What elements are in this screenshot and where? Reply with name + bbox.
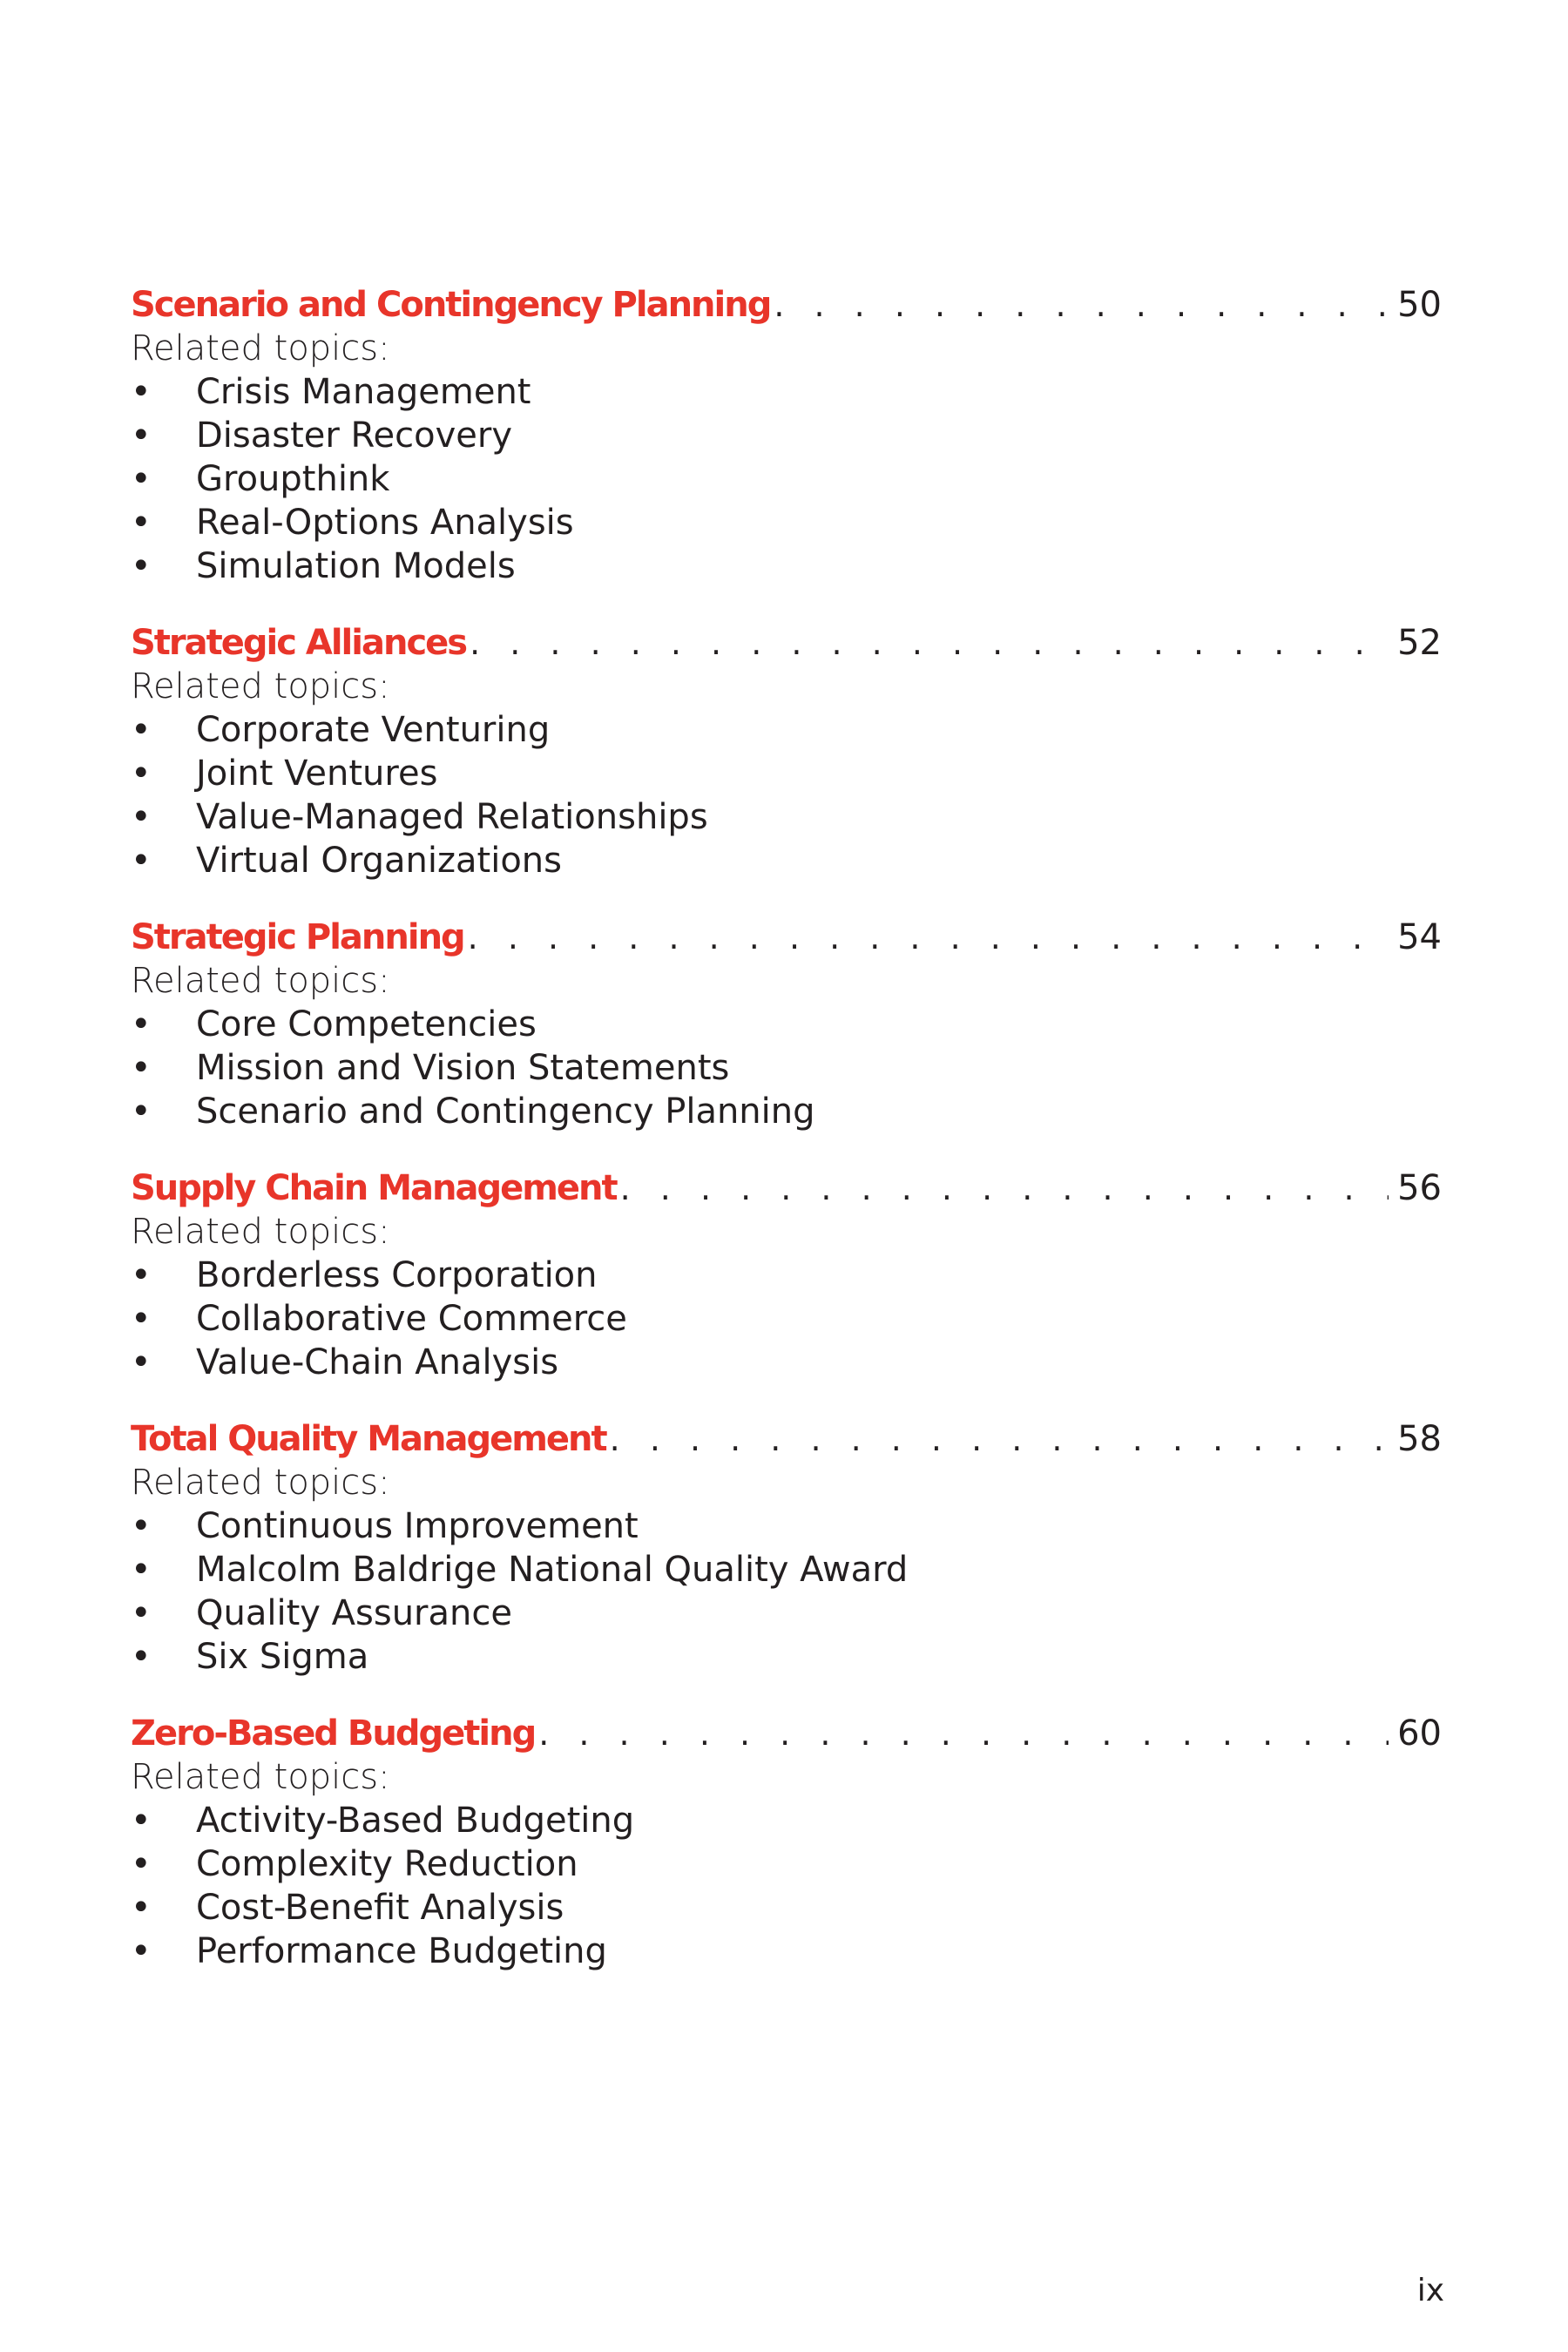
dot-leader bbox=[620, 1166, 1389, 1210]
dot-leader bbox=[538, 1712, 1389, 1755]
toc-page-number: 52 bbox=[1397, 623, 1442, 663]
related-topics-label: Related topics: bbox=[131, 961, 390, 1001]
related-topic-item: • Groupthink bbox=[131, 457, 1442, 501]
related-topic-item: • Mission and Vision Statements bbox=[131, 1046, 1442, 1090]
related-topic-item: • Six Sigma bbox=[131, 1635, 1442, 1679]
related-topics-list bbox=[131, 1504, 1442, 1679]
toc-entry bbox=[131, 1166, 1442, 1384]
toc-entry-header bbox=[131, 283, 1442, 327]
related-topic-item: • Scenario and Contingency Planning bbox=[131, 1090, 1442, 1133]
related-topic-item: • Corporate Venturing bbox=[131, 708, 1442, 752]
toc-entry-title[interactable]: Total Quality Management bbox=[131, 1419, 606, 1459]
toc-page-number: 60 bbox=[1397, 1713, 1442, 1754]
related-topics-label: Related topics: bbox=[131, 1463, 390, 1503]
related-topics-label: Related topics: bbox=[131, 328, 390, 368]
related-topic-item: • Malcolm Baldrige National Quality Award bbox=[131, 1548, 1442, 1592]
toc-entry-title[interactable]: Supply Chain Management bbox=[131, 1168, 617, 1208]
toc-page-number: 56 bbox=[1397, 1168, 1442, 1208]
related-topics-label: Related topics: bbox=[131, 666, 390, 706]
table-of-contents bbox=[131, 283, 1442, 2006]
related-topic-item: • Disaster Recovery bbox=[131, 414, 1442, 457]
related-topics-list bbox=[131, 1254, 1442, 1384]
related-topic-item: • Virtual Organizations bbox=[131, 839, 1442, 882]
related-topic-item: • Quality Assurance bbox=[131, 1592, 1442, 1635]
toc-entry-title[interactable]: Scenario and Contingency Planning bbox=[131, 285, 771, 325]
toc-entry-header bbox=[131, 621, 1442, 665]
toc-entry-header bbox=[131, 1417, 1442, 1461]
page-number-folio: ix bbox=[1416, 2273, 1444, 2308]
dot-leader bbox=[468, 916, 1389, 959]
toc-entry-title[interactable]: Strategic Alliances bbox=[131, 623, 467, 663]
toc-entry bbox=[131, 916, 1442, 1133]
related-topic-item: • Continuous Improvement bbox=[131, 1504, 1442, 1548]
related-topic-item: • Collaborative Commerce bbox=[131, 1297, 1442, 1341]
related-topics-label: Related topics: bbox=[131, 1757, 390, 1797]
toc-entry-header bbox=[131, 1166, 1442, 1210]
related-topic-item: • Simulation Models bbox=[131, 544, 1442, 588]
related-topic-item: • Core Competencies bbox=[131, 1003, 1442, 1046]
related-topic-item: • Real-Options Analysis bbox=[131, 501, 1442, 544]
related-topic-item: • Joint Ventures bbox=[131, 752, 1442, 795]
related-topic-item: • Performance Budgeting bbox=[131, 1930, 1442, 1973]
related-topic-item: • Activity-Based Budgeting bbox=[131, 1799, 1442, 1842]
related-topic-item: • Value-Chain Analysis bbox=[131, 1341, 1442, 1384]
related-topic-item: • Cost-Benefit Analysis bbox=[131, 1886, 1442, 1930]
dot-leader bbox=[774, 283, 1389, 327]
related-topic-item: • Borderless Corporation bbox=[131, 1254, 1442, 1297]
related-topics-list bbox=[131, 1799, 1442, 1973]
related-topic-item: • Complexity Reduction bbox=[131, 1842, 1442, 1886]
dot-leader bbox=[470, 621, 1389, 665]
toc-page-number: 54 bbox=[1397, 917, 1442, 957]
toc-entry bbox=[131, 1417, 1442, 1679]
toc-entry bbox=[131, 1712, 1442, 1973]
dot-leader bbox=[610, 1417, 1389, 1461]
related-topics-list bbox=[131, 370, 1442, 588]
related-topic-item: • Value-Managed Relationships bbox=[131, 795, 1442, 839]
toc-entry-title[interactable]: Strategic Planning bbox=[131, 917, 464, 957]
related-topics-list bbox=[131, 1003, 1442, 1133]
toc-entry-header bbox=[131, 916, 1442, 959]
toc-entry-title[interactable]: Zero-Based Budgeting bbox=[131, 1713, 536, 1754]
related-topics-list bbox=[131, 708, 1442, 882]
related-topic-item: • Crisis Management bbox=[131, 370, 1442, 414]
related-topics-label: Related topics: bbox=[131, 1212, 390, 1252]
toc-page-number: 58 bbox=[1397, 1419, 1442, 1459]
toc-entry-header bbox=[131, 1712, 1442, 1755]
toc-entry bbox=[131, 621, 1442, 882]
toc-page-number: 50 bbox=[1397, 285, 1442, 325]
toc-entry bbox=[131, 283, 1442, 588]
